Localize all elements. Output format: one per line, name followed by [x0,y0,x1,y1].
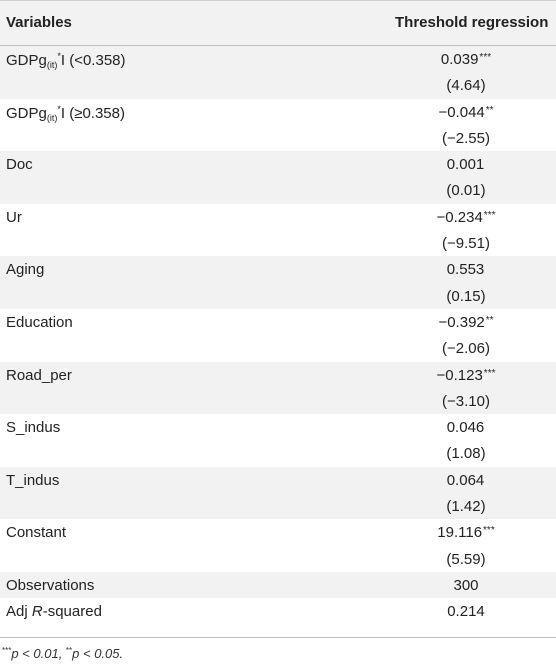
header-variables: Variables [6,14,72,31]
t-statistic: (4.64) [446,77,486,95]
significance-stars: ** [485,104,494,116]
row-value [376,340,556,357]
row-label: Education [6,313,73,331]
coefficient: 0.001 [446,156,485,174]
t-statistic: (5.59) [446,550,486,568]
row-value [376,367,556,384]
table-row [0,309,556,335]
row-value [376,235,556,252]
coefficient: 0.064 [446,471,485,489]
label-rest: I (≥0.358) [60,104,125,122]
row-value [376,182,556,199]
row-label: Ur [6,208,22,226]
label-main: GDPg [6,52,47,69]
t-statistic: (−9.51) [442,235,490,253]
label-subscript: (it) [46,60,58,70]
coefficient: −0.234 [436,208,483,226]
coefficient: −0.044 [438,103,485,121]
significance-stars: *** [483,209,496,221]
t-statistic: (0.15) [446,287,486,305]
row-value [376,261,556,278]
table-row [0,230,556,256]
t-statistic: (−2.06) [442,340,490,358]
label-superscript: * [57,103,61,114]
row-value [376,393,556,410]
t-statistic: (−2.55) [442,129,490,147]
row-value [376,551,556,568]
table-row [0,99,556,125]
t-statistic: (−3.10) [442,392,490,410]
table-row [0,151,556,177]
row-value [376,419,556,436]
row-label: Doc [6,156,33,174]
row-value [376,288,556,305]
table-footnote [2,646,123,661]
row-value [376,209,556,226]
label-main: Adj [6,603,32,621]
row-label [6,603,102,620]
table-row [0,598,556,624]
row-value [376,445,556,462]
significance-stars: *** [479,52,492,63]
adj-r-squared: 0.214 [447,603,485,621]
coefficient: 0.553 [446,261,485,279]
row-label: Road_per [6,366,72,384]
row-value [376,603,556,620]
table-row [0,388,556,414]
coefficient: 0.046 [446,419,485,437]
table-row [0,72,556,98]
row-value [376,130,556,147]
table-row [0,204,556,230]
table-header [0,0,556,46]
label-italic: R [31,603,43,621]
row-value [376,577,556,594]
row-label [6,51,126,70]
header-threshold-regression: Threshold regression [395,14,549,31]
row-label: T_indus [6,471,60,489]
row-value [376,314,556,331]
row-value [376,498,556,515]
row-label [6,104,125,123]
table-bottom-rule [0,637,556,638]
table-row [0,335,556,361]
table-row [0,440,556,466]
row-label: S_indus [6,419,61,437]
observations-count: 300 [453,576,479,594]
significance-stars: *** [483,525,495,537]
coefficient: −0.123 [436,366,483,384]
footnote-stars-1: *** [2,646,12,655]
row-value [376,51,556,68]
table-row [0,519,556,545]
row-label: Observations [6,576,95,594]
footnote-text-2: p < 0.05. [72,646,124,661]
row-value [376,472,556,489]
coefficient: 19.116 [437,524,483,542]
row-label: Constant [6,524,67,542]
row-value [376,104,556,121]
label-rest: -squared [42,603,102,621]
table-row [0,256,556,282]
table-row [0,125,556,151]
table-row [0,414,556,440]
label-superscript: * [57,51,61,61]
table-row [0,467,556,493]
row-value [376,77,556,94]
coefficient: 0.039 [440,51,479,68]
row-value [376,156,556,173]
table-row [0,283,556,309]
table-row [0,572,556,598]
significance-stars: ** [485,314,494,326]
t-statistic: (0.01) [446,182,486,200]
label-main: GDPg [6,104,47,122]
footnote-stars-2: ** [65,646,73,655]
coefficient: −0.392 [438,313,485,331]
significance-stars: *** [483,367,496,379]
table-row [0,46,556,72]
table-row [0,493,556,519]
label-rest: I (<0.358) [60,52,126,69]
footnote-text-1: p < 0.01, [11,646,66,661]
row-label: Aging [6,261,45,279]
label-subscript: (it) [46,112,58,123]
t-statistic: (1.08) [446,445,486,463]
table-row [0,177,556,203]
table-row [0,546,556,572]
table-row [0,362,556,388]
t-statistic: (1.42) [446,498,486,516]
row-value [376,524,556,541]
